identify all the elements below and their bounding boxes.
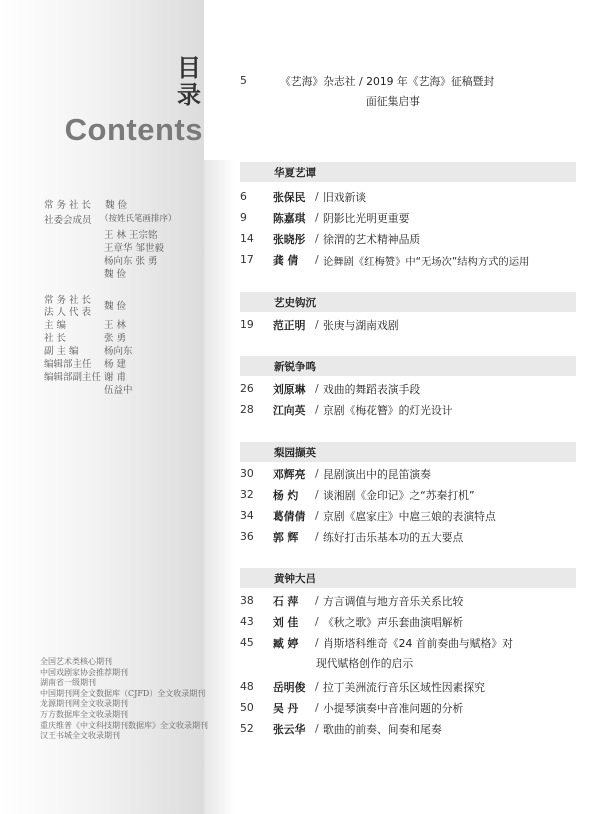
author: 陈嘉琪 [273,212,306,225]
section-header [240,568,576,588]
indexing-list [40,657,208,742]
entry-title: 方言调值与地方音乐关系比较 [323,595,464,608]
staff-role: 副 主 编 [44,346,79,357]
separator: / [315,615,319,628]
author: 刘原琳 [273,383,306,396]
divider-shadow [204,160,234,814]
section-header [240,356,576,376]
author: 岳明俊 [273,681,306,694]
separator: / [315,382,319,395]
entry-title: 谈湘剧《金印记》之“苏秦打机” [323,489,475,502]
section-title: 黄钟大吕 [274,573,316,585]
author: 石 萍 [273,595,299,608]
author: 刘 佳 [273,616,299,629]
entry-title: 《艺海》杂志社 / 2019 年《艺海》征稿暨封 [280,75,495,88]
staff-name: 王 林 [104,320,127,331]
separator: / [315,636,319,649]
author: 张保民 [273,191,306,204]
author: 葛倩倩 [273,510,306,523]
page-number: 14 [240,232,254,245]
staff-name: 谢 甫 [104,372,127,383]
page-number: 17 [240,253,254,266]
page-number: 19 [240,318,254,331]
entry-title: 昆剧演出中的昆笛演奏 [323,468,431,481]
staff-role: 常 务 社 长 [44,295,92,306]
staff-name: 魏 俭 [105,200,128,211]
author: 臧 婷 [273,637,299,650]
entry-title: 京剧《扈家庄》中扈三娘的表演特点 [323,510,496,523]
staff-role: 主 编 [44,320,67,331]
indexing-item: 中国戏剧家协会推荐期刊 [40,667,128,677]
page-number: 36 [240,530,254,543]
entry-title: 小提琴演奏中音准问题的分析 [323,702,464,715]
section-header [240,162,576,182]
indexing-item: 龙源期刊网全文收录期刊 [40,699,128,709]
entry-title: 京剧《梅花簪》的灯光设计 [323,404,453,417]
page-title-en: Contents [64,112,203,147]
author: 张云华 [273,723,306,736]
indexing-item: 汉王书城全文收录期刊 [40,731,120,741]
author: 张晓彤 [273,233,306,246]
staff-name: 魏 俭 [104,269,127,280]
indexing-item: 湖南省一级期刊 [40,678,96,688]
staff-name: 王 林 王宗铭 [104,230,158,241]
entry-title-cont: 现代赋格创作的启示 [316,657,414,670]
separator: / [315,530,319,543]
staff-name: 魏 俭 [104,301,127,312]
page-number: 48 [240,680,254,693]
separator: / [315,722,319,735]
staff-note: （按姓氏笔画排序） [100,214,177,224]
author: 吴 丹 [273,702,299,715]
entry-title: 《秋之歌》声乐套曲演唱解析 [323,616,464,629]
author: 杨 灼 [273,489,299,502]
separator: / [315,232,319,245]
page-number: 28 [240,403,254,416]
page-title-cn: 目录 [177,54,201,109]
staff-name: 张 勇 [104,333,127,344]
separator: / [315,318,319,331]
indexing-item: 中国期刊网全文数据库（CJFD）全文收录期刊 [40,688,206,698]
staff-role: 编辑部副主任 [44,372,102,383]
separator: / [315,701,319,714]
entry-title: 论舞剧《红梅赞》中“无场次”结构方式的运用 [323,256,530,268]
separator: / [315,467,319,480]
entry-title: 肖斯塔科维奇《24 首前奏曲与赋格》对 [323,637,513,650]
staff-name: 伍益中 [104,385,133,396]
staff-name: 王章华 邹世毅 [104,243,165,254]
page-number: 52 [240,722,254,735]
page-number: 38 [240,594,254,607]
page-number: 50 [240,701,254,714]
author: 郭 辉 [273,531,299,544]
section-header [240,292,576,312]
staff-role: 法 人 代 表 [44,307,92,318]
entry-title: 张庚与湖南戏剧 [323,319,399,332]
separator: / [315,190,319,203]
author: 范正明 [273,319,306,332]
entry-title: 阴影比光明更重要 [323,212,410,225]
indexing-item: 重庆维普《中文科技期刊数据库》全文收录期刊 [40,720,208,730]
staff-role: 常 务 社 长 [44,200,92,211]
staff-name: 杨向东 张 勇 [104,256,158,267]
entry-title: 练好打击乐基本功的五大要点 [323,531,464,544]
page-number: 9 [240,211,247,224]
indexing-item: 万方数据库全文收录期刊 [40,709,128,719]
page-number: 43 [240,615,254,628]
entry-title: 徐渭的艺术精神品质 [323,233,421,246]
section-header [240,442,576,462]
separator: / [315,211,319,224]
entry-title: 旧戏新谈 [323,191,367,204]
indexing-item: 全国艺术类核心期刊 [40,657,112,666]
author: 江向英 [273,404,306,417]
author: 邓辉亮 [273,468,306,481]
page-number: 5 [240,74,247,87]
staff-role: 社委会成员 [44,215,92,226]
page-number: 34 [240,509,254,522]
section-title: 华夏艺谭 [274,167,316,179]
entry-title: 戏曲的舞蹈表演手段 [323,383,421,396]
section-title: 新锐争鸣 [274,361,316,373]
page-number: 45 [240,636,254,649]
page-number: 6 [240,190,247,203]
section-title: 梨园撷英 [274,447,316,459]
entry-title: 歌曲的前奏、间奏和尾奏 [323,723,442,736]
separator: / [315,594,319,607]
separator: / [315,253,319,266]
author: 龚 倩 [273,254,299,267]
separator: / [315,488,319,501]
section-title: 艺史钩沉 [274,297,316,309]
page-number: 26 [240,382,254,395]
staff-role: 编辑部主任 [44,359,92,370]
separator: / [315,509,319,522]
staff-name: 杨向东 [104,346,133,357]
page-number: 32 [240,488,254,501]
separator: / [315,403,319,416]
staff-role: 社 长 [44,333,67,344]
entry-title: 拉丁美洲流行音乐区域性因素探究 [323,681,485,694]
page-number: 30 [240,467,254,480]
separator: / [315,680,319,693]
staff-name: 杨 建 [104,359,127,370]
entry-title-cont: 面征集启事 [366,95,420,108]
